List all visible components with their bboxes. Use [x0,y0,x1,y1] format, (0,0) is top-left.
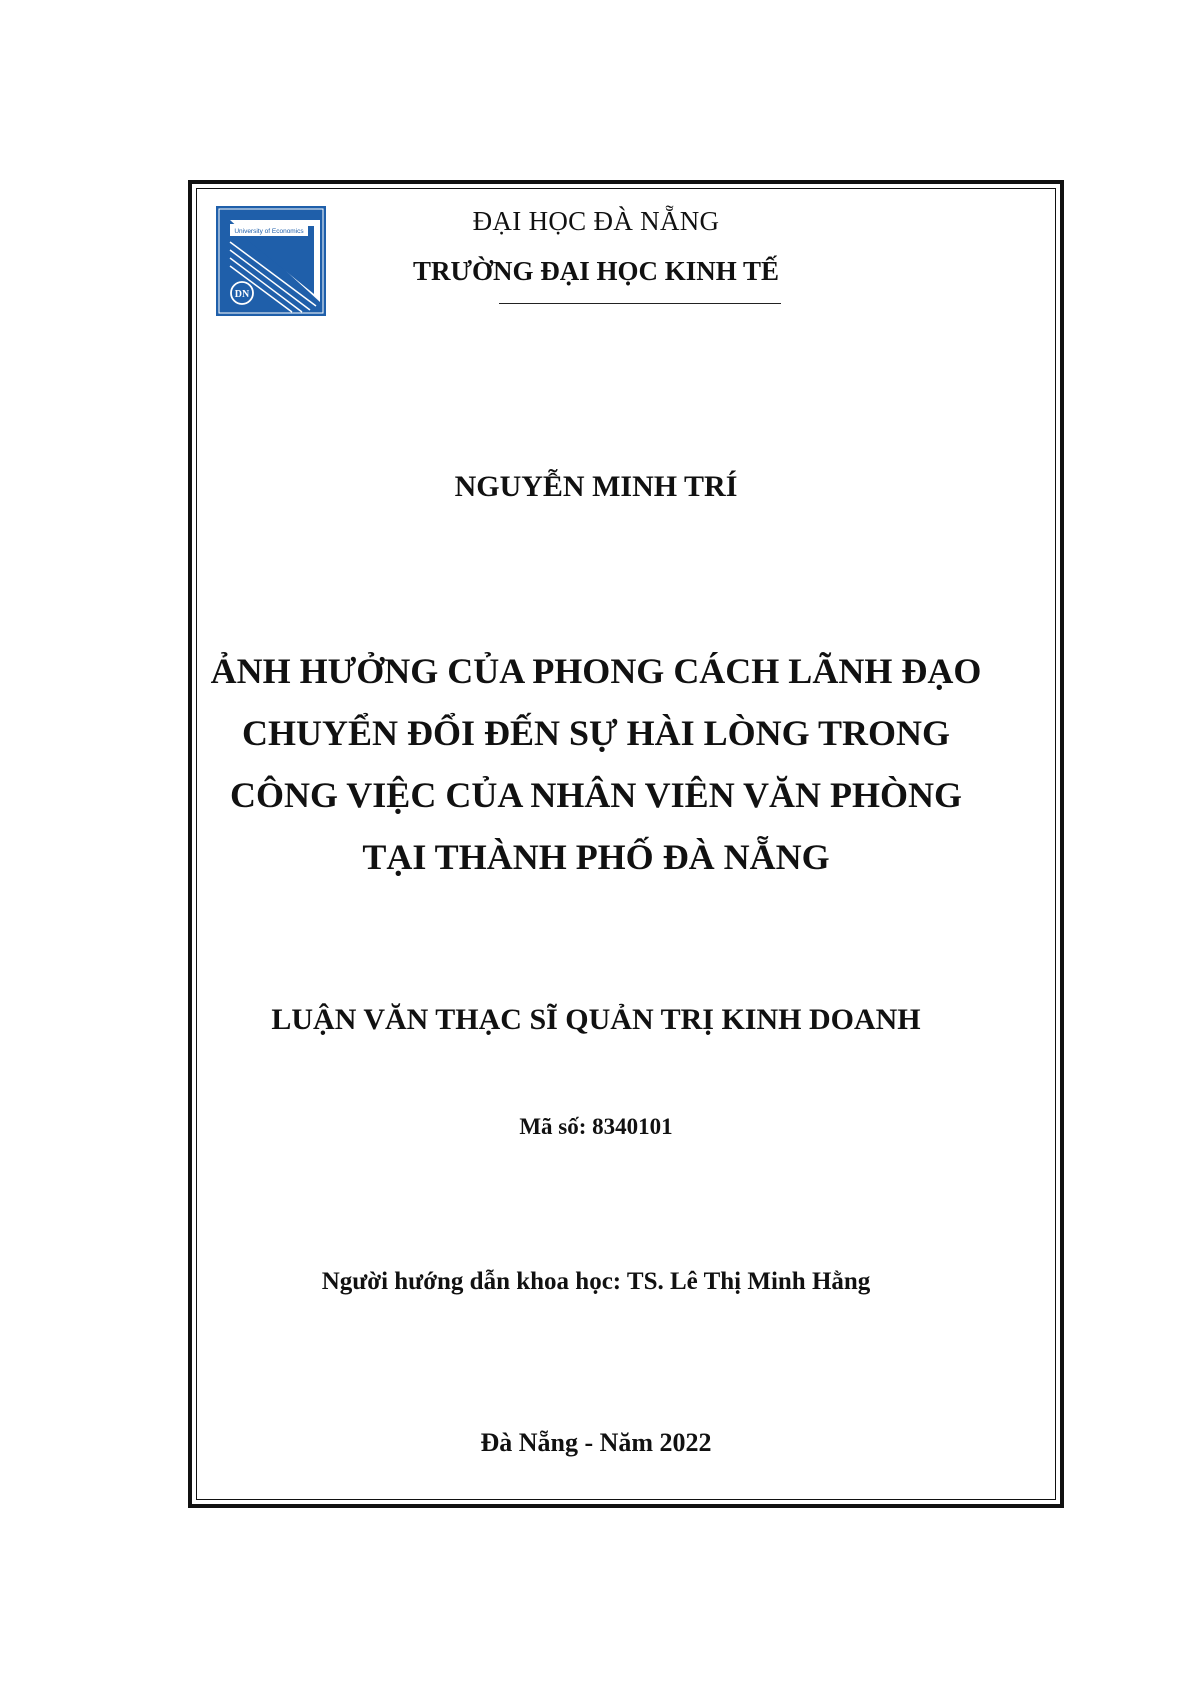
thesis-title-line: TẠI THÀNH PHỐ ĐÀ NẴNG [362,837,830,877]
program-code: Mã số: 8340101 [519,1114,673,1139]
place-and-year: Đà Nẵng - Năm 2022 [480,1428,712,1457]
school-name: TRƯỜNG ĐẠI HỌC KINH TẾ [412,256,780,286]
thesis-title [0,640,1192,888]
advisor-name: Người hướng dẫn khoa học: TS. Lê Thị Minh Hằng [321,1268,871,1295]
thesis-title-line: ẢNH HƯỞNG CỦA PHONG CÁCH LÃNH ĐẠO [210,651,982,691]
degree-type: LUẬN VĂN THẠC SĨ QUẢN TRỊ KINH DOANH [271,1003,921,1036]
svg-text:DN: DN [234,289,250,300]
author-name: NGUYỄN MINH TRÍ [454,470,738,503]
university-name: ĐẠI HỌC ĐÀ NẴNG [472,206,720,236]
thesis-title-line: CHUYỂN ĐỔI ĐẾN SỰ HÀI LÒNG TRONG [241,713,951,753]
thesis-title-line: CÔNG VIỆC CỦA NHÂN VIÊN VĂN PHÒNG [229,775,963,815]
header-divider [499,303,781,304]
svg-text:University of Economics: University of Economics [234,228,304,235]
